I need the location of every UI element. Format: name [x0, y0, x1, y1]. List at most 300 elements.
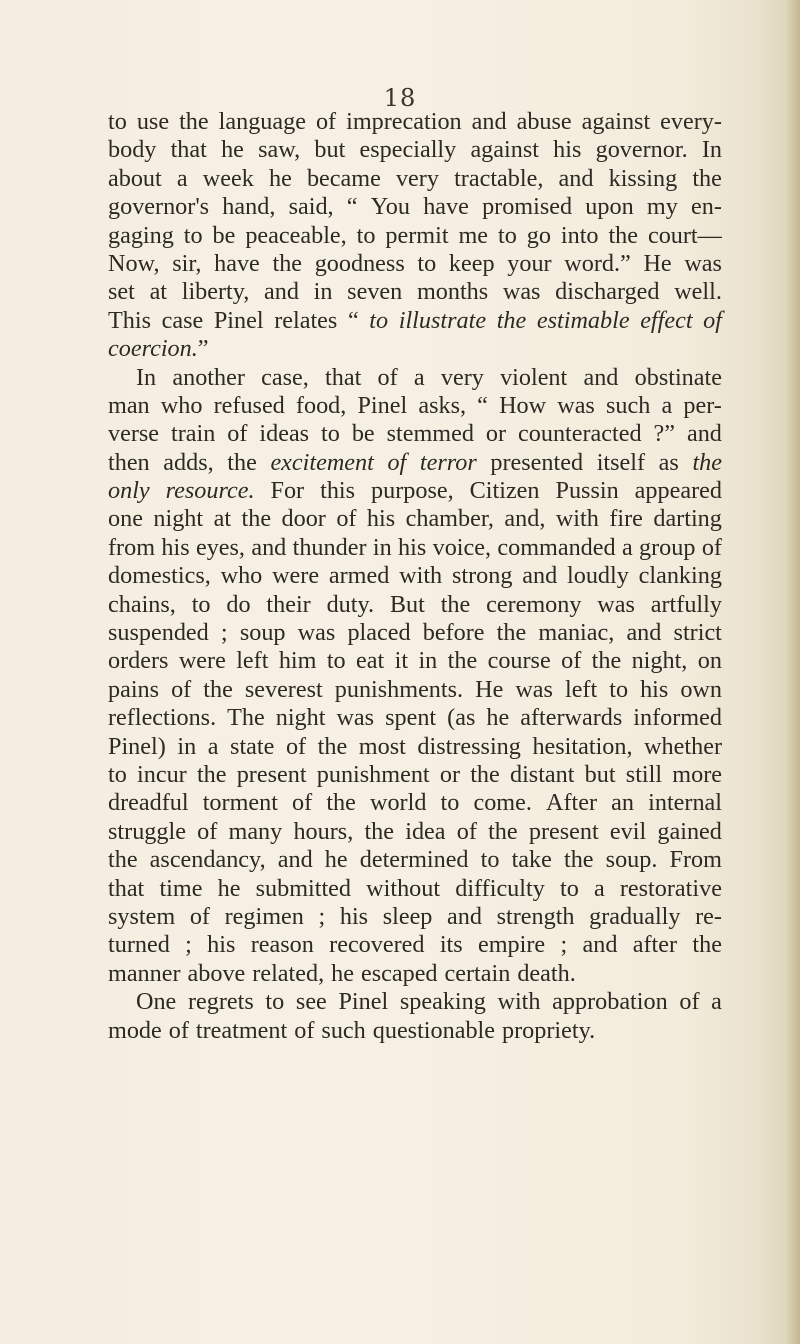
word: as: [658, 448, 679, 476]
word: very: [395, 164, 439, 192]
word: have: [423, 193, 469, 221]
word: strict: [673, 619, 722, 647]
italic-word: of: [387, 448, 407, 476]
word: another: [172, 363, 245, 391]
word: from: [108, 533, 156, 561]
word: appeared: [634, 477, 722, 505]
text-line: [108, 449, 722, 477]
text-line: [108, 392, 722, 420]
word: above: [187, 959, 246, 987]
word: and: [583, 363, 619, 391]
word: reason: [250, 931, 314, 959]
word: but: [584, 760, 616, 788]
word: informed: [633, 704, 722, 732]
word: This: [108, 306, 152, 334]
word: week: [202, 164, 254, 192]
word: and: [686, 420, 722, 448]
word: a: [207, 732, 219, 760]
word: sleep: [382, 902, 433, 930]
word: or: [485, 420, 507, 448]
word: ;: [560, 931, 568, 959]
word: his: [398, 533, 427, 561]
text-line: [108, 647, 722, 675]
word: his: [161, 533, 190, 561]
word: into: [560, 221, 599, 249]
word: me: [458, 221, 489, 249]
word: to: [609, 675, 629, 703]
word: and: [471, 108, 507, 135]
italic-word: excitement: [270, 448, 374, 476]
word: the: [108, 846, 138, 874]
word: propriety.: [502, 1016, 596, 1044]
word: sir,: [172, 249, 202, 277]
word: ;: [220, 619, 228, 647]
word: ascendancy,: [149, 846, 266, 874]
word: the: [692, 931, 722, 959]
word: of: [377, 363, 398, 391]
word: the: [227, 448, 257, 476]
text-line: [108, 136, 722, 164]
word: your: [507, 249, 552, 277]
text-line: [108, 420, 722, 448]
word: How: [499, 391, 547, 419]
word: peaceable,: [245, 221, 347, 249]
word: one: [108, 505, 143, 533]
word: the: [692, 164, 722, 192]
word: You: [370, 193, 410, 221]
word: hours,: [293, 817, 354, 845]
word: gained: [657, 817, 722, 845]
text-line: [108, 165, 722, 193]
word: state: [230, 732, 275, 760]
word: do: [226, 590, 251, 618]
word: loudly: [567, 562, 629, 590]
word: body: [108, 136, 157, 164]
word: door: [281, 505, 326, 533]
word: idea: [405, 817, 446, 845]
word: to: [108, 108, 127, 135]
word: After: [546, 789, 598, 817]
word: verse: [108, 420, 160, 448]
text-line: [108, 761, 722, 789]
word: of: [197, 817, 218, 845]
word: obstinate: [634, 363, 722, 391]
italic-word: estimable: [536, 306, 630, 334]
word: of: [336, 505, 357, 533]
word: present: [528, 817, 599, 845]
word: at: [213, 505, 232, 533]
word: imprecation: [346, 108, 462, 135]
word: use: [136, 108, 170, 135]
text-line: [108, 222, 722, 250]
word: was: [336, 704, 375, 732]
word: and: [558, 164, 594, 192]
text-line: [108, 108, 722, 136]
word: before: [422, 619, 485, 647]
word: months: [416, 278, 489, 306]
word: food,: [295, 391, 347, 419]
word: of: [294, 1016, 315, 1044]
word: on: [697, 647, 722, 675]
word: soup: [239, 619, 286, 647]
text-line: [108, 364, 722, 392]
body-text: [108, 108, 722, 1045]
italic-word: the: [692, 448, 722, 476]
word: refused: [213, 391, 285, 419]
word: of: [292, 789, 313, 817]
word: domestics,: [108, 562, 211, 590]
word: case: [161, 306, 204, 334]
word: determined: [359, 846, 469, 874]
italic-word: effect: [640, 306, 693, 334]
word: man: [108, 391, 150, 419]
word: goodness: [314, 249, 405, 277]
word: One: [136, 988, 177, 1016]
word: who: [220, 562, 263, 590]
text-line: [108, 789, 722, 817]
word: that: [170, 136, 207, 164]
word: maniac,: [538, 619, 615, 647]
word: their: [266, 590, 311, 618]
word: a: [413, 363, 425, 391]
text-line: [108, 562, 722, 590]
word: restorative: [619, 874, 722, 902]
word: with: [497, 988, 541, 1016]
word: to: [440, 789, 460, 817]
word: He: [643, 249, 672, 277]
word: this: [320, 477, 356, 505]
word: was: [557, 391, 595, 419]
word: hand,: [222, 193, 276, 221]
word: voice,: [432, 533, 492, 561]
word: in: [372, 533, 392, 561]
word: set: [108, 278, 135, 306]
word: governor's: [108, 193, 210, 221]
word: case,: [261, 363, 309, 391]
text-line: [108, 335, 722, 363]
word: governor.: [595, 136, 688, 164]
text-line: [108, 250, 722, 278]
italic-word: resource.: [165, 477, 255, 505]
text-line: [108, 534, 722, 562]
word: were: [178, 647, 226, 675]
word: night: [153, 505, 204, 533]
word: But: [389, 590, 425, 618]
word: struggle: [108, 817, 186, 845]
word: adds,: [163, 448, 214, 476]
word: promised: [482, 193, 573, 221]
word: to: [321, 420, 340, 448]
word: own: [680, 675, 722, 703]
word: still: [625, 760, 663, 788]
word: world: [369, 789, 427, 817]
word: thunder: [292, 533, 367, 561]
word: “: [346, 193, 358, 221]
word: with: [555, 505, 599, 533]
word: of: [701, 533, 722, 561]
word: saw,: [258, 136, 301, 164]
word: the: [196, 760, 227, 788]
text-line: [108, 903, 722, 931]
word: reflections.: [108, 704, 217, 732]
word: the: [272, 249, 303, 277]
italic-word: to: [369, 306, 389, 334]
word: his: [640, 675, 669, 703]
word: regimen: [224, 902, 304, 930]
word: liberty,: [181, 278, 250, 306]
word: upon: [585, 193, 634, 221]
word: itself: [596, 448, 646, 476]
word: to: [326, 647, 346, 675]
word: in: [177, 732, 197, 760]
word: who: [160, 391, 203, 419]
word: he: [486, 704, 510, 732]
word: chains,: [108, 590, 176, 618]
italic-word: coercion.”: [108, 335, 209, 363]
word: clanking: [638, 562, 722, 590]
word: to: [191, 590, 211, 618]
word: that: [325, 363, 362, 391]
word: For: [270, 477, 305, 505]
word: an: [611, 789, 635, 817]
word: he: [221, 136, 244, 164]
word: the: [563, 846, 594, 874]
word: see: [295, 988, 327, 1016]
word: internal: [648, 789, 722, 817]
word: purpose,: [371, 477, 454, 505]
word: a: [176, 164, 188, 192]
word: afterwards: [520, 704, 623, 732]
word: word.”: [564, 249, 631, 277]
word: and: [251, 533, 287, 561]
word: about: [108, 164, 162, 192]
word: armed: [328, 562, 390, 590]
word: seven: [347, 278, 403, 306]
text-line: [108, 818, 722, 846]
word: most: [358, 732, 406, 760]
word: him: [278, 647, 317, 675]
word: his: [207, 931, 236, 959]
text-line: [108, 875, 722, 903]
word: especially: [359, 136, 457, 164]
word: discharged: [555, 278, 660, 306]
word: en-: [691, 193, 722, 221]
word: distant: [509, 760, 575, 788]
word: Pinel: [357, 391, 408, 419]
word: the: [179, 108, 209, 135]
word: spent: [385, 704, 437, 732]
word: placed: [347, 619, 411, 647]
word: became: [306, 164, 381, 192]
text-line: [108, 1017, 722, 1045]
italic-word: only: [108, 477, 150, 505]
word: and: [582, 931, 618, 959]
word: In: [136, 363, 157, 391]
word: group: [639, 533, 696, 561]
word: his: [339, 902, 369, 930]
word: was: [502, 278, 541, 306]
word: was: [684, 249, 722, 277]
word: treatment: [195, 1016, 288, 1044]
word: be: [351, 420, 375, 448]
word: speaking: [399, 988, 486, 1016]
word: and: [264, 278, 299, 306]
word: Pinel: [338, 988, 389, 1016]
word: the: [608, 221, 639, 249]
word: a: [593, 874, 605, 902]
word: permit: [385, 221, 449, 249]
word: of: [456, 817, 477, 845]
text-line: [108, 846, 722, 874]
word: he: [324, 846, 348, 874]
word: turned: [108, 931, 170, 959]
word: ;: [318, 902, 326, 930]
italic-word: illustrate: [398, 306, 487, 334]
word: Pussin: [555, 477, 619, 505]
word: certain: [444, 959, 511, 987]
word: torment: [202, 789, 278, 817]
word: was: [597, 590, 635, 618]
word: tractable,: [454, 164, 544, 192]
text-line: [108, 307, 722, 335]
word: come.: [473, 789, 532, 817]
word: of: [561, 647, 582, 675]
word: every-: [660, 108, 722, 135]
word: left: [564, 675, 598, 703]
word: the: [364, 817, 395, 845]
word: orders: [108, 647, 169, 675]
word: was: [515, 675, 553, 703]
word: of: [171, 675, 192, 703]
word: eyes,: [195, 533, 245, 561]
word: hesitation,: [532, 732, 633, 760]
word: The: [227, 704, 265, 732]
word: “: [347, 306, 359, 334]
word: many: [228, 817, 283, 845]
word: of: [189, 902, 210, 930]
quote-mark: ”: [197, 335, 209, 363]
word: re-: [695, 902, 722, 930]
word: artfully: [650, 590, 722, 618]
word: strong: [451, 562, 513, 590]
word: suspended: [108, 619, 209, 647]
word: (as: [447, 704, 476, 732]
word: Now,: [108, 249, 160, 277]
word: he: [331, 959, 354, 987]
word: abuse: [516, 108, 572, 135]
word: night,: [631, 647, 688, 675]
word: be: [212, 221, 236, 249]
word: a: [711, 988, 722, 1016]
word: strength: [496, 902, 575, 930]
word: ;: [185, 931, 192, 959]
text-line: [108, 505, 722, 533]
word: the: [496, 619, 527, 647]
word: and: [447, 902, 482, 930]
word: incur: [137, 760, 187, 788]
text-line: [108, 477, 722, 505]
word: recovered: [329, 931, 425, 959]
word: difficulty: [455, 874, 545, 902]
word: questionable: [372, 1016, 495, 1044]
word: left: [236, 647, 269, 675]
word: but: [314, 136, 346, 164]
word: “: [477, 391, 488, 419]
word: have: [214, 249, 260, 277]
text-line: [108, 193, 722, 221]
word: mode: [108, 1016, 162, 1044]
word: my: [646, 193, 678, 221]
word: the: [447, 647, 478, 675]
word: and: [277, 846, 313, 874]
word: stemmed: [386, 420, 474, 448]
word: the: [203, 675, 233, 703]
word: related,: [252, 959, 325, 987]
word: at: [149, 278, 168, 306]
word: he: [217, 874, 241, 902]
word: with: [399, 562, 443, 590]
word: severest: [244, 675, 323, 703]
word: system: [108, 902, 176, 930]
word: go: [526, 221, 551, 249]
word: and: [522, 562, 558, 590]
word: after: [632, 931, 678, 959]
word: of: [679, 988, 700, 1016]
italic-word: the: [496, 306, 527, 334]
word: fire: [609, 505, 643, 533]
word: that: [108, 874, 145, 902]
word: In: [701, 136, 722, 164]
word: keep: [448, 249, 495, 277]
word: he: [268, 164, 292, 192]
word: court—: [647, 221, 722, 249]
word: gradually: [589, 902, 681, 930]
text-line: [108, 676, 722, 704]
word: and: [626, 619, 662, 647]
word: language: [218, 108, 306, 135]
word: his: [366, 505, 396, 533]
word: train: [171, 420, 216, 448]
word: pains: [108, 675, 160, 703]
word: the: [326, 789, 356, 817]
word: darting: [653, 505, 722, 533]
word: a: [661, 391, 673, 419]
word: the: [488, 817, 518, 845]
word: evil: [609, 817, 647, 845]
word: the: [440, 590, 471, 618]
word: against: [581, 108, 651, 135]
word: eat: [356, 647, 385, 675]
word: to: [480, 846, 500, 874]
word: submitted: [255, 874, 351, 902]
word: of: [227, 420, 248, 448]
word: manner: [108, 959, 181, 987]
word: then: [108, 448, 150, 476]
text-line: [108, 988, 722, 1016]
word: to: [108, 760, 127, 788]
word: course: [487, 647, 551, 675]
word: were: [272, 562, 320, 590]
word: was: [297, 619, 336, 647]
word: to: [265, 988, 285, 1016]
word: dreadful: [108, 789, 189, 817]
word: time: [159, 874, 203, 902]
word: counteracted: [518, 420, 642, 448]
text-line: [108, 704, 722, 732]
word: the: [317, 732, 348, 760]
word: in: [313, 278, 333, 306]
word: chamber,: [405, 505, 494, 533]
